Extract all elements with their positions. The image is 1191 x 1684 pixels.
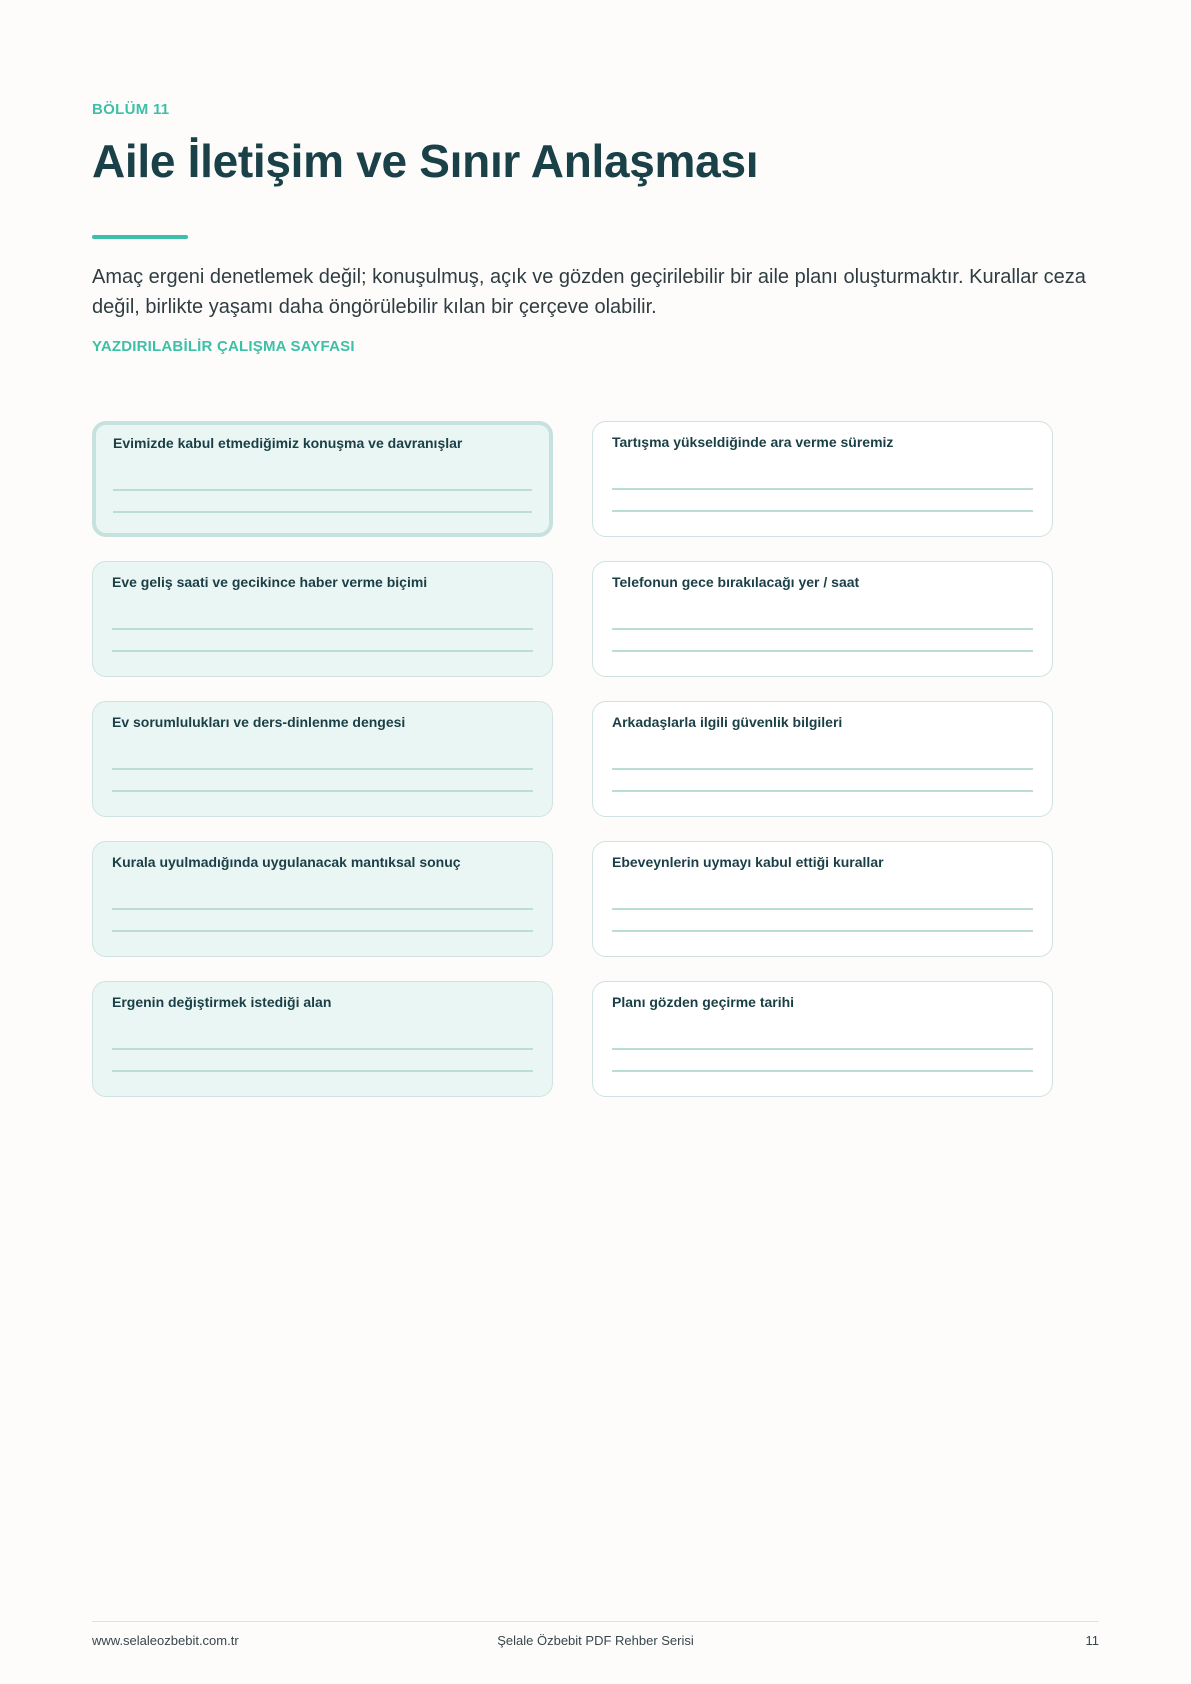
field-label: Planı gözden geçirme tarihi	[612, 994, 795, 1010]
worksheet-field-curfew[interactable]	[92, 561, 553, 677]
worksheet-field-review-date[interactable]	[592, 981, 1053, 1097]
field-label: Ebeveynlerin uymayı kabul ettiği kurallar	[612, 854, 884, 870]
worksheet-field-unacceptable-behaviors[interactable]	[92, 421, 553, 537]
writing-line	[612, 768, 1033, 770]
worksheet-field-responsibilities[interactable]	[92, 701, 553, 817]
writing-line	[612, 930, 1033, 932]
writing-line	[612, 628, 1033, 630]
field-label: Ergenin değiştirmek istediği alan	[112, 994, 332, 1010]
field-label: Kurala uyulmadığında uygulanacak mantıksal sonuç	[112, 854, 461, 870]
writing-line	[612, 488, 1033, 490]
field-label: Arkadaşlarla ilgili güvenlik bilgileri	[612, 714, 843, 730]
page-title: Aile İletişim ve Sınır Anlaşması	[92, 135, 759, 187]
footer-divider	[92, 1621, 1099, 1622]
field-label: Tartışma yükseldiğinde ara verme süremiz	[612, 434, 894, 450]
chapter-label: BÖLÜM 11	[92, 101, 170, 118]
intro-paragraph: Amaç ergeni denetlemek değil; konuşulmuş, açık ve gözden geçirilebilir bir aile planı oluşturmaktır. Kurallar ceza değil, birlikte yaşamı daha öngörülebilir kılan bir çerçeve olabilir.	[92, 266, 1086, 318]
field-label: Telefonun gece bırakılacağı yer / saat	[612, 574, 860, 590]
writing-line	[112, 628, 533, 630]
worksheet-field-cooldown-time[interactable]	[592, 421, 1053, 537]
title-underline	[92, 235, 188, 239]
field-label: Evimizde kabul etmediğimiz konuşma ve davranışlar	[113, 435, 463, 451]
writing-line	[612, 1070, 1033, 1072]
writing-line	[112, 1070, 533, 1072]
writing-line	[112, 790, 533, 792]
field-label: Ev sorumlulukları ve ders-dinlenme dengesi	[112, 714, 406, 730]
writing-line	[612, 790, 1033, 792]
writing-line	[113, 511, 532, 513]
writing-line	[112, 1048, 533, 1050]
worksheet-field-phone-at-night[interactable]	[592, 561, 1053, 677]
footer-website: www.selaleozbebit.com.tr	[92, 1633, 239, 1648]
field-label: Eve geliş saati ve gecikince haber verme biçimi	[112, 574, 428, 590]
section-label: YAZDIRILABİLİR ÇALIŞMA SAYFASI	[92, 338, 355, 355]
worksheet-field-parent-rules[interactable]	[592, 841, 1053, 957]
footer-page-number: 11	[1085, 1633, 1099, 1648]
writing-line	[612, 650, 1033, 652]
writing-line	[112, 908, 533, 910]
writing-line	[612, 908, 1033, 910]
writing-line	[612, 1048, 1033, 1050]
writing-line	[612, 510, 1033, 512]
worksheet-field-friends-safety[interactable]	[592, 701, 1053, 817]
writing-line	[112, 930, 533, 932]
footer-series-title: Şelale Özbebit PDF Rehber Serisi	[497, 1633, 694, 1648]
writing-line	[112, 768, 533, 770]
worksheet-field-teen-change-area[interactable]	[92, 981, 553, 1097]
writing-line	[112, 650, 533, 652]
writing-line	[113, 489, 532, 491]
worksheet-field-logical-consequence[interactable]	[92, 841, 553, 957]
